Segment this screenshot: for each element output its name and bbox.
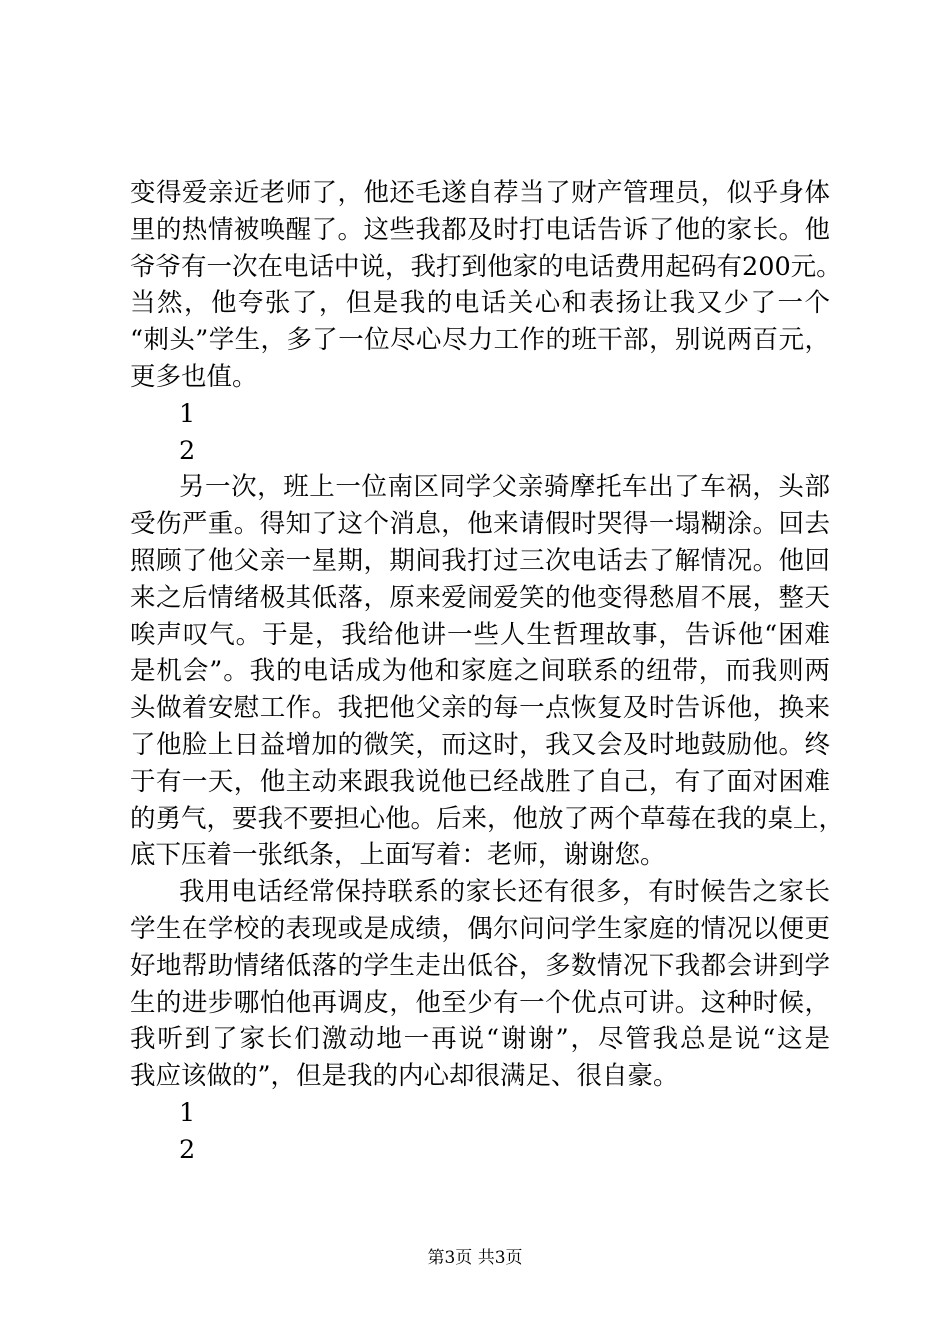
paragraph-2 bbox=[130, 469, 845, 874]
paragraph-line: 我应该做的”，但是我的内心却很满足、很自豪。 bbox=[130, 1061, 679, 1092]
paragraph-line: 生的进步哪怕他再调皮，他至少有一个优点可讲。这种时候， bbox=[130, 987, 830, 1018]
paragraph-line: 我听到了家长们激动地一再说“谢谢”，尽管我总是说“这是 bbox=[130, 1024, 830, 1055]
paragraph-line: 另一次，班上一位南区同学父亲骑摩托车出了车祸，头部 bbox=[179, 472, 830, 503]
paragraph-3 bbox=[130, 874, 830, 1095]
page-marker-2 bbox=[130, 1095, 830, 1169]
paragraph-line: 变得爱亲近老师了，他还毛遂自荐当了财产管理员，似乎身体 bbox=[130, 178, 830, 208]
paragraph-line: 好地帮助情绪低落的学生走出低谷，多数情况下我都会讲到学 bbox=[130, 950, 830, 981]
paragraph-line: 来之后情绪极其低落，原来爱闹爱笑的他变得愁眉不展，整天 bbox=[130, 582, 830, 613]
body-text bbox=[130, 175, 845, 1169]
paragraph-line: 我用电话经常保持联系的家长还有很多，有时候告之家长 bbox=[179, 877, 830, 908]
paragraph-line: 底下压着一张纸条，上面写着：老师，谢谢您。 bbox=[130, 840, 666, 871]
page-marker-1 bbox=[130, 396, 830, 470]
marker-number: 2 bbox=[179, 1134, 196, 1165]
paragraph-line: 更多也值。 bbox=[130, 361, 258, 392]
marker-number: 2 bbox=[179, 435, 196, 466]
paragraph-line: 头做着安慰工作。我把他父亲的每一点恢复及时告诉他，换来 bbox=[130, 693, 830, 724]
paragraph-line: 唉声叹气。于是，我给他讲一些人生哲理故事，告诉他“困难 bbox=[130, 619, 830, 650]
marker-number: 1 bbox=[179, 1097, 196, 1128]
paragraph-line: 爷爷有一次在电话中说，我打到他家的电话费用起码有200元。 bbox=[130, 251, 842, 282]
paragraph-line: 是机会”。我的电话成为他和家庭之间联系的纽带，而我则两 bbox=[130, 656, 830, 687]
paragraph-line: 于有一天，他主动来跟我说他已经战胜了自己，有了面对困难 bbox=[130, 766, 830, 797]
page-footer: 第3页 共3页 bbox=[427, 1248, 523, 1268]
paragraph-line: 照顾了他父亲一星期，期间我打过三次电话去了解情况。他回 bbox=[130, 545, 830, 576]
paragraph-line: 当然，他夸张了，但是我的电话关心和表扬让我又少了一个 bbox=[130, 288, 830, 319]
paragraph-line: 学生在学校的表现或是成绩，偶尔问问学生家庭的情况以便更 bbox=[130, 913, 830, 944]
paragraph-line: “刺头”学生，多了一位尽心尽力工作的班干部，别说两百元， bbox=[130, 325, 830, 356]
paragraph-1 bbox=[130, 175, 842, 396]
marker-number: 1 bbox=[179, 398, 196, 429]
paragraph-line: 受伤严重。得知了这个消息，他来请假时哭得一塌糊涂。回去 bbox=[130, 509, 830, 540]
paragraph-line: 了他脸上日益增加的微笑，而这时，我又会及时地鼓励他。终 bbox=[130, 729, 830, 760]
paragraph-line: 里的热情被唤醒了。这些我都及时打电话告诉了他的家长。他 bbox=[130, 214, 830, 245]
paragraph-line: 的勇气，要我不要担心他。后来，他放了两个草莓在我的桌上， bbox=[130, 803, 845, 834]
